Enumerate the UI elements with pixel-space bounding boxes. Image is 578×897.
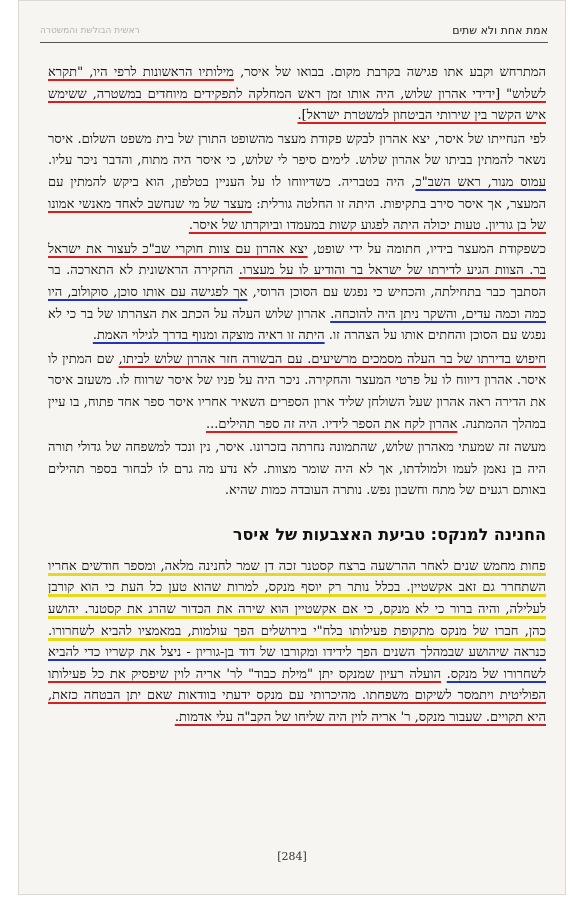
book-page (18, 0, 566, 895)
highlighted-span: מעצר של מי שנחשב לאחד מאנשי אמונו של בן גוריון. טעות יכולה היתה לפגוע קשות במעמדו וביוקרתו של איסר. (48, 196, 546, 234)
running-head: אמת אחת ולא שתים (452, 24, 548, 37)
highlighted-span: אך לפגישה עם אותו סוכן, סוקולוב, היו כמה וכמה עדים, והשקר ניתן היה להוכחה. (48, 284, 547, 322)
highlighted-span: יצא אהרון עם צוות חוקרי שב"כ לעצור את ישראל בר. הצוות הגיע לדירתו של ישראל בר והודיע לו על מעצרו. (48, 241, 546, 279)
page-number: [284] (277, 850, 307, 863)
text-span: , היה בטבריה. כשדיווחו לו על העניין בטלפון, הוא ביקש להמתין עם המעצר, אך איסר סירב בתקיפות. היתה זו החלטה גורלית: (48, 174, 546, 212)
highlighted-span: אהרון לקח את הספר לידיו. היה זה ספר תהילים... (206, 416, 458, 432)
highlighted-span: פחות מחמש שנים לאחר ההרשעה ברצח קסטנר זכה דן שמר לחנינה מלאה, ומספר חודשים אחריו השתחרר גם זאב אקשטיין. בכלל נותר רק יוסף מנקס, למרות שהוא טען כל העת כי הוא קורבן לעלילה, והיה ברור כי לא מנקס, כי אם אקשטיין הוא שירה את הכדור שהרג את קסטנר. יהושע כהן, חברו של מנקס מתקופת פעילותו בלח"י בירושלים הפך עולמות, במאמציו להביא לשחרורו. (48, 558, 546, 639)
section-heading: החנינה למנקס: טביעת האצבעות של איסר (232, 524, 546, 544)
paragraph-4 (48, 349, 546, 435)
highlighted-span: עמוס מנור, ראש השב"כ (415, 174, 546, 190)
highlighted-span: הועלה רעיון שמנקס יתן "מילת כבוד" לר' אריה לוין שיפסיק את כל פעילותו הפוליטית ויתמסר לשיקום משפחתו. מהיכרותי עם מנקס ידעתי בוודאות שאם יתן הבטחה כזאת, היא תקויים. שעבור מנקס, ר' אריה לוין היה שליחו של הקב"ה עלי אדמות. (48, 666, 546, 726)
paragraph-2 (48, 129, 546, 237)
faint-heading: ראשית הבולשת והמשטרה (40, 25, 140, 36)
highlighted-span: מילותיו הראשונות לרפי היו, "תקרא לשלוש" [ידידי אהרון שלוש, היה אותו זמן ראש המחלקה לתפקידים מיוחדים במשטרה, ששימש איש הקשר בין שירותי הביטחון למשטרת ישראל]. (48, 65, 546, 124)
paragraph-6 (48, 556, 546, 729)
header-rule (40, 42, 548, 43)
text-span: כשפקודת המעצר בידיו, חתומה על ידי שופט, (307, 241, 546, 257)
highlighted-span: חיפוש בדירתו של בר העלה מסמכים מרשיעים. עם הבשורה חזר אהרון שלוש לביתו, (118, 351, 546, 367)
text-span: לפי הנחייתו של איסר, יצא אהרון לבקש פקודת מעצר מהשופט התורן של בית משפט השלום. איסר נשאר להמתין בביתו של אהרון שלוש. לימים סיפר לי שלוש, כי איסר היה מתוח, והדבר ניכר עליו. (48, 131, 546, 169)
page-body (48, 62, 546, 729)
text-span: המתרחש וקבע אתו פגישה בקרבת מקום. בבואו של איסר, (233, 65, 546, 80)
highlighted-span: היתה זו ראיה מוצקה ומנוף בדרך לגילוי האמת. (92, 328, 325, 344)
text-span: מעשה זה שמעתי מאהרון שלוש, שהתמונה נחרתה בזכרונו. איסר, נין ונכד למשפחה של גדולי תורה היה בן נאמן לעמו ולמולדתו, אך לא היה שומר מצוות. לא נדע מה גרם לו לבחור בספר תהילים באותם רגעים של מתח וחשבון נפש. נותרה העובדה כמות שהיא. (48, 440, 546, 499)
highlighted-span: כנראה שיהושע שבמהלך השנים הפך לידידו ומקורבו של דוד בן-גוריון - ניצל את קשריו כדי להביא לשחרורו של מנקס. (48, 645, 546, 682)
text-span: שם המתין לו איסר. אהרון דיווח לו על פרטי המעצר והחקירה. ניכר היה על פניו של איסר שרווח לו. משעזב איסר את הדירה ראה אהרון שעל השולחן שליד ארון הספרים השאיר אחריו איסר ספר אחד פתוח, בו עיין במהלך ההמתנה. (48, 351, 546, 432)
paragraph-1 (48, 62, 546, 127)
paragraph-3 (48, 239, 546, 347)
text-span: אהרון שלוש העלה על הכתב את הצהרתו של בר כי לא נפגש עם הסוכן והחתים אותו על הצהרה זו. (48, 306, 546, 344)
page-header (40, 24, 548, 37)
paragraph-5 (48, 437, 546, 502)
text-span: החקירה הראשונית לא התארכה. בר הסתבך כבר בתחילתה, והכחיש כי נפגש עם הסוכן הרוסי, (48, 263, 546, 300)
